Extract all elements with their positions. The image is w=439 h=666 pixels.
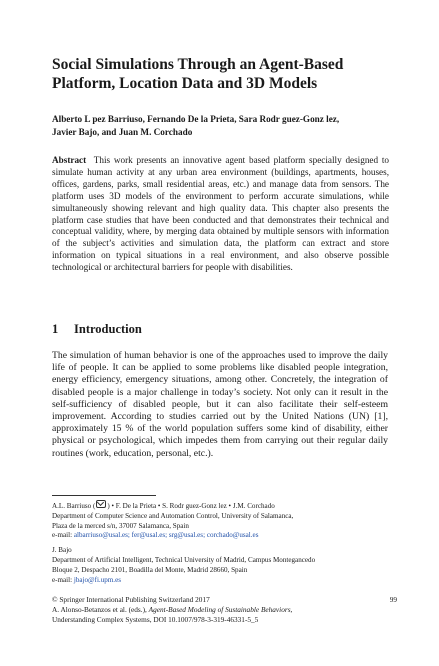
title-line-2: Platform, Location Data and 3D Models [52,75,318,92]
abstract-text: This work presents an innovative agent based platform specially designed to simulate human activity at any urban area environment (buildings, apartments, houses, offices, gardens, parks, small residential areas, etc.) and manage data from sensors. The platform uses 3D models of the environment to perform accurate simulations, while simultaneously showing relevant and high quality data. This chapter also presents the platform case studies that have been conducted and that demonstrates their technical and conceptual validity, where, by merging data obtained by multiple sensors with information of the subject’s activities and simulation data, the platform can extract and store information on typical situations in a real environment, and also observe possible technological or architectural barriers for people with disabilities. [52,155,389,273]
citation-line-1 [52,605,397,615]
abstract-label: Abstract [52,155,87,165]
publication-info [52,595,397,626]
section-number: 1 [52,322,59,336]
email-link-2[interactable]: jbajo@fi.upm.es [73,575,121,584]
page-number: 99 [389,595,397,604]
affiliation-department: Department of Computer Science and Automation Control, University of Salamanca, [52,511,294,520]
affiliation-authors-line [52,500,397,512]
introduction-paragraph: The simulation of human behavior is one of the approaches used to improve the daily life of people. It can be applied to some problems like disabled people integration, energy efficiency, emergency situations, among other. Concretely, the integration of disabled people is a major challenge in today’s society. Not only can it result in the self-sufficiency of disabled people, but it can also facilitate their self-esteem improvement. According to studies carried out by the United Nations (UN) [1], approximately 15 % of the world population suffers some kind of disability, either physical or psychological, which impedes them from carrying out their regular daily routines (work, education, personal, etc.). [52,350,388,459]
email-links[interactable]: albarriuso@usal.es; fer@usal.es; srg@usal.es; corchado@usal.es [73,531,259,540]
authors-line-2: Javier Bajo, and Juan M. Corchado [52,126,193,137]
paper-title [52,55,392,93]
citation-book-title: Agent-Based Modeling of Sustainable Behaviors, [148,605,293,615]
abstract [52,155,389,274]
footnote-divider [52,495,156,496]
citation-editors: A. Alonso-Betanzos et al. (eds.), [52,605,147,615]
affiliation-emails [52,531,397,541]
email-label: e-mail: [52,531,73,540]
affiliation-2-author: J. Bajo [52,546,72,555]
author-affiliations [52,500,397,585]
affiliation-authors-start: A.L. Barriuso ( [52,502,96,510]
author-list [52,113,397,138]
citation-line-2: Understanding Complex Systems, DOI 10.1007/978-3-319-46331-5_5 [52,615,259,625]
section-title: Introduction [74,322,142,336]
affiliation-2-email [52,576,397,586]
envelope-icon [96,500,106,508]
affiliation-2-department: Department of Artificial Intelligent, Technical University of Madrid, Campus Montegancedo [52,555,316,564]
affiliation-2-address: Bloque 2, Despacho 2101, Boadilla del Monte, Madrid 28660, Spain [52,565,248,574]
section-heading [52,322,142,337]
title-line-1: Social Simulations Through an Agent-Based [52,56,344,73]
affiliation-address: Plaza de la merced s/n, 37007 Salamanca, Spain [52,521,189,530]
copyright-line: © Springer International Publishing Switzerland 2017 [52,595,210,604]
affiliation-authors-end: ) • F. De la Prieta • S. Rodr guez-Gonz lez • J.M. Corchado [107,502,275,510]
email-label-2: e-mail: [52,575,73,584]
authors-line-1: Alberto L pez Barriuso, Fernando De la Prieta, Sara Rodr guez-Gonz lez, [52,114,340,124]
